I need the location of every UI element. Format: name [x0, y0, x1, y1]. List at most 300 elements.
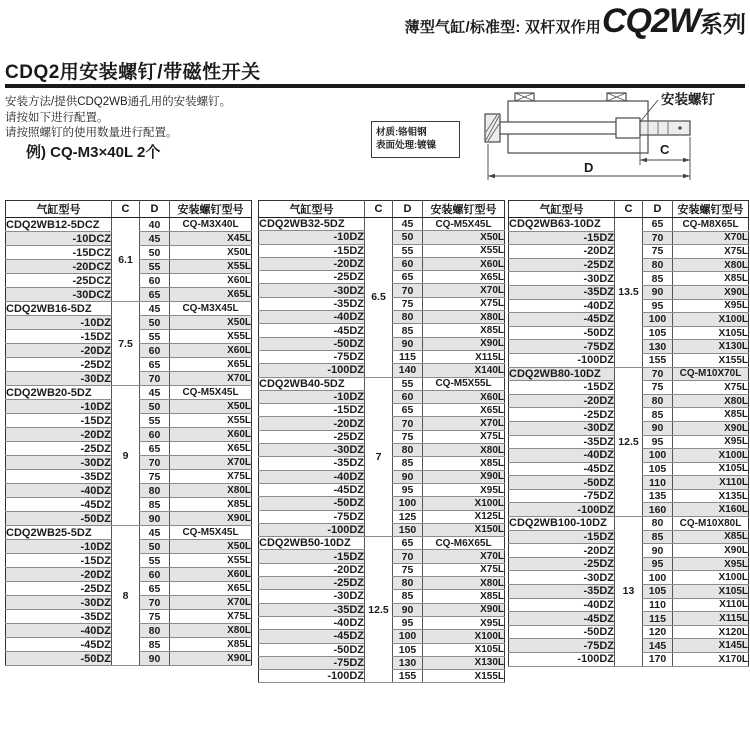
model-cell: -10DZ: [6, 400, 112, 414]
table-header-row: [6, 201, 252, 218]
model-cell: -10DCZ: [6, 232, 112, 246]
screw-model-cell: X65L: [423, 271, 505, 284]
d-value-cell: 55: [140, 330, 170, 344]
screw-model-cell: X130L: [423, 656, 505, 669]
model-cell: CDQ2WB12-5DCZ: [6, 218, 112, 232]
screw-model-cell: X85L: [673, 408, 749, 422]
d-value-cell: 70: [393, 550, 423, 563]
d-value-cell: 40: [140, 218, 170, 232]
d-value-cell: 50: [393, 231, 423, 244]
screw-callout-label: 安装螺钉: [661, 92, 715, 107]
model-cell: -35DZ: [509, 435, 615, 449]
d-value-cell: 75: [393, 430, 423, 443]
d-value-cell: 100: [643, 449, 673, 463]
screw-model-cell: X60L: [423, 390, 505, 403]
d-value-cell: 90: [643, 544, 673, 558]
screw-model-cell: X100L: [673, 313, 749, 327]
model-cell: -40DZ: [259, 616, 365, 629]
d-value-cell: 75: [393, 297, 423, 310]
screw-model-cell: X90L: [673, 544, 749, 558]
screw-model-cell: X155L: [423, 670, 505, 683]
screw-model-cell: X105L: [423, 643, 505, 656]
table-row: [259, 218, 505, 231]
screw-model-cell: X140L: [423, 364, 505, 377]
screw-model-cell: X85L: [423, 324, 505, 337]
screw-model-cell: X85L: [423, 457, 505, 470]
screw-model-cell: X145L: [673, 639, 749, 653]
screw-model-cell: X65L: [170, 582, 252, 596]
d-value-cell: 60: [140, 344, 170, 358]
c-value-cell: 7: [365, 377, 393, 537]
d-value-cell: 110: [643, 598, 673, 612]
screw-model-cell: X80L: [673, 394, 749, 408]
model-cell: -50DZ: [259, 497, 365, 510]
screw-model-cell: X75L: [423, 297, 505, 310]
c-value-cell: 12.5: [365, 537, 393, 683]
screw-model-cell: X90L: [423, 603, 505, 616]
d-value-cell: 70: [393, 417, 423, 430]
model-cell: -10DZ: [259, 231, 365, 244]
d-value-cell: 80: [643, 517, 673, 531]
section-title: CDQ2用安装螺钉/带磁性开关: [5, 62, 261, 83]
screw-model-cell: CQ-M5X55L: [423, 377, 505, 390]
d-value-cell: 70: [140, 372, 170, 386]
d-value-cell: 85: [140, 498, 170, 512]
screw-model-cell: X60L: [170, 344, 252, 358]
mounting-screw-diagram: [468, 87, 750, 195]
model-cell: -20DZ: [509, 544, 615, 558]
model-cell: -100DZ: [259, 523, 365, 536]
screw-model-cell: X90L: [170, 512, 252, 526]
d-value-cell: 95: [393, 483, 423, 496]
col-header-screw: 安装螺钉型号: [423, 201, 505, 218]
d-value-cell: 90: [393, 470, 423, 483]
screw-model-cell: X70L: [170, 456, 252, 470]
model-cell: -20DZ: [6, 568, 112, 582]
d-value-cell: 145: [643, 639, 673, 653]
model-cell: -45DZ: [259, 630, 365, 643]
d-value-cell: 70: [393, 284, 423, 297]
c-value-cell: 6.1: [112, 218, 140, 302]
model-cell: -20DZ: [259, 563, 365, 576]
model-cell: CDQ2WB16-5DZ: [6, 302, 112, 316]
d-value-cell: 155: [643, 353, 673, 367]
model-cell: -35DZ: [259, 603, 365, 616]
instruction-line-3: 请按照螺钉的使用数量进行配置。: [5, 127, 178, 139]
d-value-cell: 100: [643, 313, 673, 327]
screw-table-1: [5, 200, 252, 666]
d-value-cell: 65: [140, 442, 170, 456]
screw-model-cell: X75L: [170, 610, 252, 624]
screw-thread: [640, 121, 690, 135]
screw-head: [485, 114, 500, 142]
screw-model-cell: X65L: [170, 358, 252, 372]
model-cell: -30DCZ: [6, 288, 112, 302]
d-value-cell: 50: [140, 400, 170, 414]
d-value-cell: 65: [393, 404, 423, 417]
d-value-cell: 65: [393, 537, 423, 550]
dim-c-label: C: [660, 142, 670, 157]
d-value-cell: 45: [140, 232, 170, 246]
screw-model-cell: X95L: [673, 557, 749, 571]
d-value-cell: 90: [140, 512, 170, 526]
d-value-cell: 65: [140, 358, 170, 372]
d-value-cell: 70: [643, 231, 673, 245]
screw-model-cell: X85L: [673, 530, 749, 544]
d-value-cell: 60: [140, 568, 170, 582]
model-cell: -100DZ: [259, 364, 365, 377]
d-value-cell: 80: [643, 258, 673, 272]
d-value-cell: 55: [393, 244, 423, 257]
screw-model-cell: X80L: [423, 577, 505, 590]
col-header-c: C: [112, 201, 140, 218]
screw-model-cell: X90L: [423, 337, 505, 350]
screw-model-cell: X55L: [170, 554, 252, 568]
screw-model-cell: X70L: [170, 596, 252, 610]
screw-model-cell: X160L: [673, 503, 749, 517]
screw-model-cell: X85L: [423, 590, 505, 603]
col-header-model: 气缸型号: [6, 201, 112, 218]
model-cell: -10DZ: [259, 390, 365, 403]
screw-model-cell: X135L: [673, 489, 749, 503]
screw-model-cell: X100L: [423, 497, 505, 510]
model-cell: -20DZ: [509, 394, 615, 408]
screw-model-cell: X80L: [423, 444, 505, 457]
model-cell: -75DZ: [259, 656, 365, 669]
model-cell: CDQ2WB50-10DZ: [259, 537, 365, 550]
col-header-screw: 安装螺钉型号: [170, 201, 252, 218]
d-value-cell: 60: [140, 274, 170, 288]
screw-model-cell: X65L: [423, 404, 505, 417]
d-value-cell: 75: [643, 245, 673, 259]
model-cell: -15DZ: [259, 404, 365, 417]
c-value-cell: 12.5: [615, 367, 643, 517]
instruction-line-1: 安装方法/提供CDQ2WB通孔用的安装螺钉。: [5, 96, 232, 108]
screw-model-cell: X75L: [423, 563, 505, 576]
d-value-cell: 100: [393, 497, 423, 510]
screw-model-cell: X100L: [673, 449, 749, 463]
d-value-cell: 80: [393, 444, 423, 457]
model-cell: -30DZ: [509, 421, 615, 435]
d-value-cell: 75: [393, 563, 423, 576]
model-cell: -45DZ: [259, 324, 365, 337]
model-cell: -25DZ: [259, 577, 365, 590]
d-value-cell: 55: [140, 554, 170, 568]
model-cell: -25DZ: [259, 271, 365, 284]
d-value-cell: 70: [140, 456, 170, 470]
d-value-cell: 100: [643, 571, 673, 585]
surface-treatment-line: 表面处理:镀镍: [376, 140, 437, 151]
screw-model-cell: X95L: [423, 616, 505, 629]
table-row: [509, 367, 749, 381]
table-row: [509, 218, 749, 232]
model-cell: -15DZ: [6, 414, 112, 428]
d-value-cell: 125: [393, 510, 423, 523]
d-value-cell: 160: [643, 503, 673, 517]
model-cell: -20DZ: [509, 245, 615, 259]
screw-model-cell: X50L: [170, 246, 252, 260]
model-cell: -45DZ: [259, 483, 365, 496]
screw-model-cell: X115L: [673, 612, 749, 626]
screw-model-cell: X60L: [170, 428, 252, 442]
d-value-cell: 100: [393, 630, 423, 643]
d-value-cell: 45: [393, 218, 423, 231]
instruction-line-2: 请按如下进行配置。: [5, 111, 109, 124]
model-cell: -20DZ: [259, 417, 365, 430]
model-cell: -45DZ: [509, 313, 615, 327]
model-cell: -10DZ: [6, 540, 112, 554]
model-cell: -35DZ: [6, 470, 112, 484]
screw-model-cell: X105L: [673, 462, 749, 476]
model-cell: -40DZ: [259, 470, 365, 483]
d-value-cell: 115: [393, 350, 423, 363]
page-header: [405, 4, 746, 38]
model-cell: -35DZ: [509, 285, 615, 299]
d-value-cell: 45: [140, 526, 170, 540]
d-value-cell: 105: [643, 326, 673, 340]
model-cell: -15DZ: [509, 381, 615, 395]
screw-model-cell: X70L: [170, 372, 252, 386]
model-cell: -25DZ: [6, 442, 112, 456]
screw-model-cell: X60L: [170, 274, 252, 288]
series-logo: CQ2W: [602, 2, 700, 40]
screw-model-cell: X70L: [673, 231, 749, 245]
model-cell: CDQ2WB32-5DZ: [259, 218, 365, 231]
model-cell: -15DZ: [509, 231, 615, 245]
screw-model-cell: X130L: [673, 340, 749, 354]
d-value-cell: 95: [643, 557, 673, 571]
d-value-cell: 105: [393, 643, 423, 656]
screw-model-cell: X110L: [673, 598, 749, 612]
d-value-cell: 65: [393, 271, 423, 284]
model-cell: -20DZ: [259, 257, 365, 270]
model-cell: -50DZ: [509, 326, 615, 340]
model-cell: -30DZ: [259, 590, 365, 603]
model-cell: -50DZ: [6, 652, 112, 666]
screw-model-cell: X95L: [673, 299, 749, 313]
model-cell: -50DZ: [259, 643, 365, 656]
model-cell: -45DZ: [509, 462, 615, 476]
screw-model-cell: X55L: [170, 414, 252, 428]
model-cell: -40DZ: [509, 598, 615, 612]
screw-model-cell: X55L: [423, 244, 505, 257]
col-header-model: 气缸型号: [509, 201, 615, 218]
d-value-cell: 60: [140, 428, 170, 442]
dim-d-label: D: [584, 160, 594, 175]
model-cell: -35DZ: [259, 457, 365, 470]
screw-model-cell: X60L: [170, 568, 252, 582]
d-value-cell: 90: [393, 337, 423, 350]
model-cell: -50DZ: [6, 512, 112, 526]
screw-model-cell: CQ-M3X40L: [170, 218, 252, 232]
d-value-cell: 60: [393, 257, 423, 270]
screw-model-cell: X55L: [170, 260, 252, 274]
c-value-cell: 6.5: [365, 218, 393, 378]
model-cell: -30DZ: [259, 444, 365, 457]
d-value-cell: 85: [140, 638, 170, 652]
screw-model-cell: X70L: [423, 417, 505, 430]
model-cell: -50DZ: [509, 625, 615, 639]
d-value-cell: 85: [393, 324, 423, 337]
screw-table-2: [258, 200, 505, 683]
model-cell: -40DZ: [509, 449, 615, 463]
material-note-box: [371, 121, 460, 158]
screw-shank: [500, 122, 616, 134]
model-cell: -25DZ: [259, 430, 365, 443]
screw-model-cell: CQ-M6X65L: [423, 537, 505, 550]
screw-model-cell: X80L: [673, 258, 749, 272]
table-header-row: [259, 201, 505, 218]
model-cell: -25DZ: [509, 258, 615, 272]
screw-model-cell: X85L: [170, 498, 252, 512]
model-cell: -75DZ: [509, 340, 615, 354]
d-value-cell: 70: [643, 367, 673, 381]
d-value-cell: 105: [643, 585, 673, 599]
model-cell: CDQ2WB40-5DZ: [259, 377, 365, 390]
d-value-cell: 90: [643, 285, 673, 299]
model-cell: -25DZ: [6, 582, 112, 596]
model-cell: CDQ2WB100-10DZ: [509, 517, 615, 531]
model-cell: -30DZ: [259, 284, 365, 297]
model-cell: -25DZ: [509, 557, 615, 571]
screw-model-cell: X105L: [673, 585, 749, 599]
d-value-cell: 155: [393, 670, 423, 683]
screw-model-cell: X75L: [673, 381, 749, 395]
body-boss: [616, 118, 640, 138]
d-value-cell: 140: [393, 364, 423, 377]
model-cell: CDQ2WB20-5DZ: [6, 386, 112, 400]
model-cell: -10DZ: [6, 316, 112, 330]
model-cell: -50DZ: [509, 476, 615, 490]
model-cell: -35DZ: [259, 297, 365, 310]
d-value-cell: 120: [643, 625, 673, 639]
col-header-d: D: [393, 201, 423, 218]
model-cell: -40DZ: [509, 299, 615, 313]
screw-model-cell: X85L: [673, 272, 749, 286]
model-cell: CDQ2WB80-10DZ: [509, 367, 615, 381]
screw-model-cell: X80L: [423, 311, 505, 324]
screw-model-cell: X50L: [170, 316, 252, 330]
model-cell: CDQ2WB25-5DZ: [6, 526, 112, 540]
d-value-cell: 90: [140, 652, 170, 666]
model-cell: -35DZ: [6, 610, 112, 624]
screw-model-cell: X90L: [673, 285, 749, 299]
d-value-cell: 85: [393, 457, 423, 470]
d-value-cell: 50: [140, 316, 170, 330]
model-cell: -100DZ: [509, 353, 615, 367]
screw-model-cell: X85L: [170, 638, 252, 652]
d-value-cell: 85: [643, 530, 673, 544]
model-cell: -30DZ: [6, 596, 112, 610]
screw-model-cell: X125L: [423, 510, 505, 523]
model-cell: -25DZ: [6, 358, 112, 372]
d-value-cell: 65: [140, 582, 170, 596]
screw-model-cell: X100L: [673, 571, 749, 585]
model-cell: -30DZ: [509, 571, 615, 585]
screw-model-cell: X155L: [673, 353, 749, 367]
model-cell: -15DZ: [509, 530, 615, 544]
model-cell: -100DZ: [259, 670, 365, 683]
model-cell: -75DZ: [509, 639, 615, 653]
screw-model-cell: X60L: [423, 257, 505, 270]
d-value-cell: 85: [393, 590, 423, 603]
col-header-d: D: [643, 201, 673, 218]
d-value-cell: 75: [140, 610, 170, 624]
d-value-cell: 75: [643, 381, 673, 395]
screw-model-cell: X70L: [423, 550, 505, 563]
model-cell: -100DZ: [509, 503, 615, 517]
screw-model-cell: X95L: [423, 483, 505, 496]
screw-model-cell: X75L: [423, 430, 505, 443]
col-header-screw: 安装螺钉型号: [673, 201, 749, 218]
col-header-c: C: [615, 201, 643, 218]
d-value-cell: 95: [643, 435, 673, 449]
model-cell: -30DZ: [6, 372, 112, 386]
model-cell: -75DZ: [259, 350, 365, 363]
c-value-cell: 8: [112, 526, 140, 666]
model-cell: -25DCZ: [6, 274, 112, 288]
screw-model-cell: CQ-M10X80L: [673, 517, 749, 531]
model-cell: -40DZ: [6, 484, 112, 498]
d-value-cell: 85: [643, 408, 673, 422]
table-row: [6, 302, 252, 316]
screw-model-cell: CQ-M8X65L: [673, 218, 749, 232]
d-value-cell: 80: [393, 577, 423, 590]
port-tab-left: [515, 93, 534, 101]
model-cell: CDQ2WB63-10DZ: [509, 218, 615, 232]
screw-model-cell: CQ-M10X70L: [673, 367, 749, 381]
screw-model-cell: X120L: [673, 625, 749, 639]
d-value-cell: 90: [643, 421, 673, 435]
order-example-text: 例) CQ-M3×40L 2个: [26, 144, 161, 161]
model-cell: -100DZ: [509, 653, 615, 667]
port-tab-right: [607, 93, 626, 101]
col-header-c: C: [365, 201, 393, 218]
d-value-cell: 105: [643, 462, 673, 476]
d-value-cell: 110: [643, 476, 673, 490]
model-cell: -15DCZ: [6, 246, 112, 260]
d-value-cell: 60: [393, 390, 423, 403]
model-cell: -40DZ: [6, 624, 112, 638]
screw-table-3: [508, 200, 749, 667]
screw-model-cell: X115L: [423, 350, 505, 363]
screw-model-cell: X50L: [170, 400, 252, 414]
d-value-cell: 80: [643, 394, 673, 408]
model-cell: -40DZ: [259, 311, 365, 324]
model-cell: -20DZ: [6, 344, 112, 358]
series-suffix: 系列: [700, 11, 746, 37]
screw-model-cell: X100L: [423, 630, 505, 643]
screw-model-cell: X65L: [170, 442, 252, 456]
screw-model-cell: CQ-M5X45L: [423, 218, 505, 231]
header-subtitle: 薄型气缸/标准型: 双杆双作用: [404, 19, 601, 36]
d-value-cell: 55: [393, 377, 423, 390]
model-cell: -20DZ: [6, 428, 112, 442]
d-value-cell: 45: [140, 386, 170, 400]
screw-model-cell: X105L: [673, 326, 749, 340]
c-value-cell: 13: [615, 517, 643, 667]
d-value-cell: 85: [643, 272, 673, 286]
table-row: [6, 218, 252, 232]
screw-model-cell: X55L: [170, 330, 252, 344]
screw-model-cell: X50L: [170, 540, 252, 554]
d-value-cell: 65: [140, 288, 170, 302]
screw-model-cell: X95L: [673, 435, 749, 449]
model-cell: -15DZ: [259, 550, 365, 563]
table-row: [259, 537, 505, 550]
d-value-cell: 55: [140, 260, 170, 274]
d-value-cell: 70: [140, 596, 170, 610]
